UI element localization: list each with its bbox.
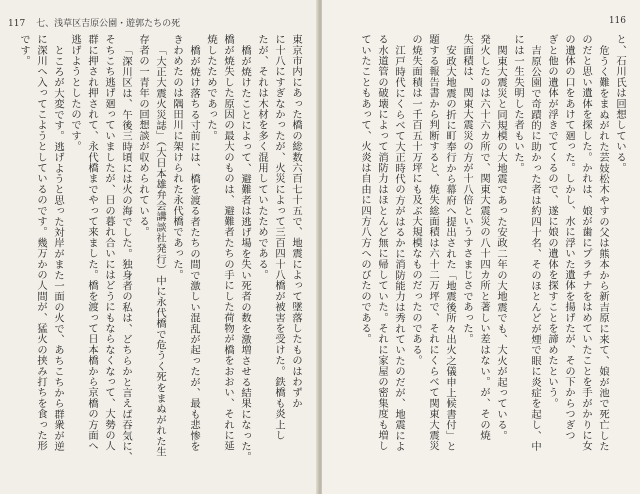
running-title: 七、浅草区吉原公園・遊郭たちの死	[36, 19, 181, 29]
text-line: たが、それは木材を多く混用していたためである。	[256, 34, 268, 281]
text-line: ところが大変です。逃げようと思った対岸がまた一面の火で、あちこちから群衆が逆	[52, 45, 64, 452]
text-line: 危うく難をまぬがれた芸妓松木やすの父は熊本から新吉原に来て、娘が池で死亡した	[597, 45, 609, 452]
right-page	[322, 0, 640, 494]
text-line: 失面積は、関東大震災の方が十八倍というすさまじさであった。	[461, 34, 473, 345]
text-line: ていたこともあって、火炎は自由に四方八方へのびたのである。	[359, 34, 371, 345]
text-line: です。	[18, 34, 30, 67]
text-line: 題する報告書から判断すると、焼失総面積は六十二万坪で、それにくらべて関東大震災	[427, 34, 439, 452]
text-line: る水道管の破壊によって消防力はほとんど無に帰していた。それに家屋の密集度も増し	[376, 34, 388, 452]
text-line: 逃げようとしたのです。	[69, 34, 81, 152]
text-line: には一生失明した者もいた。	[512, 34, 524, 174]
text-line: 吉原公園で奇蹟的に助かった者は約四十名、そのほとんどが煙で眼に炎症を起し、中	[529, 45, 541, 452]
text-line: 橋が焼け落ちる寸前には、橋を渡る者たちの間で激しい混乱が起ったが、最も悲惨を	[188, 45, 200, 452]
text-line: 「深川区は、午後三時頃には火の海でした。独身者の私は、どちらかと言えば吞気に、	[120, 45, 132, 463]
text-line: 橋が焼けたことによって、避難者は逃げ場を失い死者の数を激増させる結果になった。	[239, 45, 251, 463]
right-page-number: 116	[608, 16, 626, 26]
text-line: きわめたのは隅田川に架けられた永代橋であった。	[171, 34, 183, 281]
left-page-text	[8, 34, 304, 480]
text-line: 存者の一青年の回想談が収められている。	[137, 34, 149, 238]
text-line: ぎと他の遺体が浮きでてくるので、遂に娘の遺体を探すことを諦めたという。	[546, 34, 558, 409]
text-line: に深川へ入ってこようとしているのです。幾万かの人間が、猛火の挟み打ちを食った形	[35, 34, 47, 452]
right-page-text	[336, 34, 628, 480]
text-line: のだと思い遺体を探した。かれは、娘が歯にプラチナをはめていたことを手がかりに女	[580, 34, 592, 452]
text-line: に十八にすぎなかったが、火災によって三百四十八橋が被害を受けた。鉄橋も炎上し	[273, 34, 285, 441]
text-line: 焼したためであった。	[205, 34, 217, 141]
left-page-header	[8, 16, 180, 29]
text-line: 江戸時代にくらべて大正時代の方がはるかに消防能力は秀れていたのだが、地震によ	[393, 45, 405, 452]
text-line: 発火したのは六十六カ所で、関東大震災の八十四カ所と著しい差はない。が、その焼	[478, 34, 490, 441]
text-line: 東京市内にあった橋の総数六百七十五で、地震によって墜落したものはわずか	[290, 34, 302, 409]
text-line: 橋が焼失した原因の最大のものは、避難者たちの手にした荷物が橋をおおい、それに延	[222, 34, 234, 452]
text-line: の遺体の口をあけて廻った。しかし、水に浮いた遺体を揚げたが、その下からつぎつ	[563, 34, 575, 441]
text-line: 関東大震災と同規模の大地震であった安政二年の大地震でも、大火が起っている。	[495, 45, 507, 441]
left-page-number: 117	[8, 19, 26, 29]
text-line: の焼失面積は一千百五十万坪にも及ぶ大規模なものだったのである。	[410, 34, 422, 366]
text-line: 「大正大震火災誌」（大日本雄弁会講談社発行）中に永代橋で危うく死をまぬがれた生	[154, 45, 166, 458]
left-page	[0, 0, 318, 494]
text-line: 安政大地震の折に町奉行から幕府へ提出された「地震後所々出火之儀申上候書付」と	[444, 45, 456, 452]
text-line: そちこち逃げ廻っていましたが、日の暮れ合いにはどうにもならなくなって、大勢の人	[103, 34, 115, 452]
text-line: と、石川氏は回想している。	[614, 34, 626, 174]
text-line: 群に押され押されて、永代橋までやって来ました。橋を渡って日本橋から京橋の方面へ	[86, 34, 98, 452]
